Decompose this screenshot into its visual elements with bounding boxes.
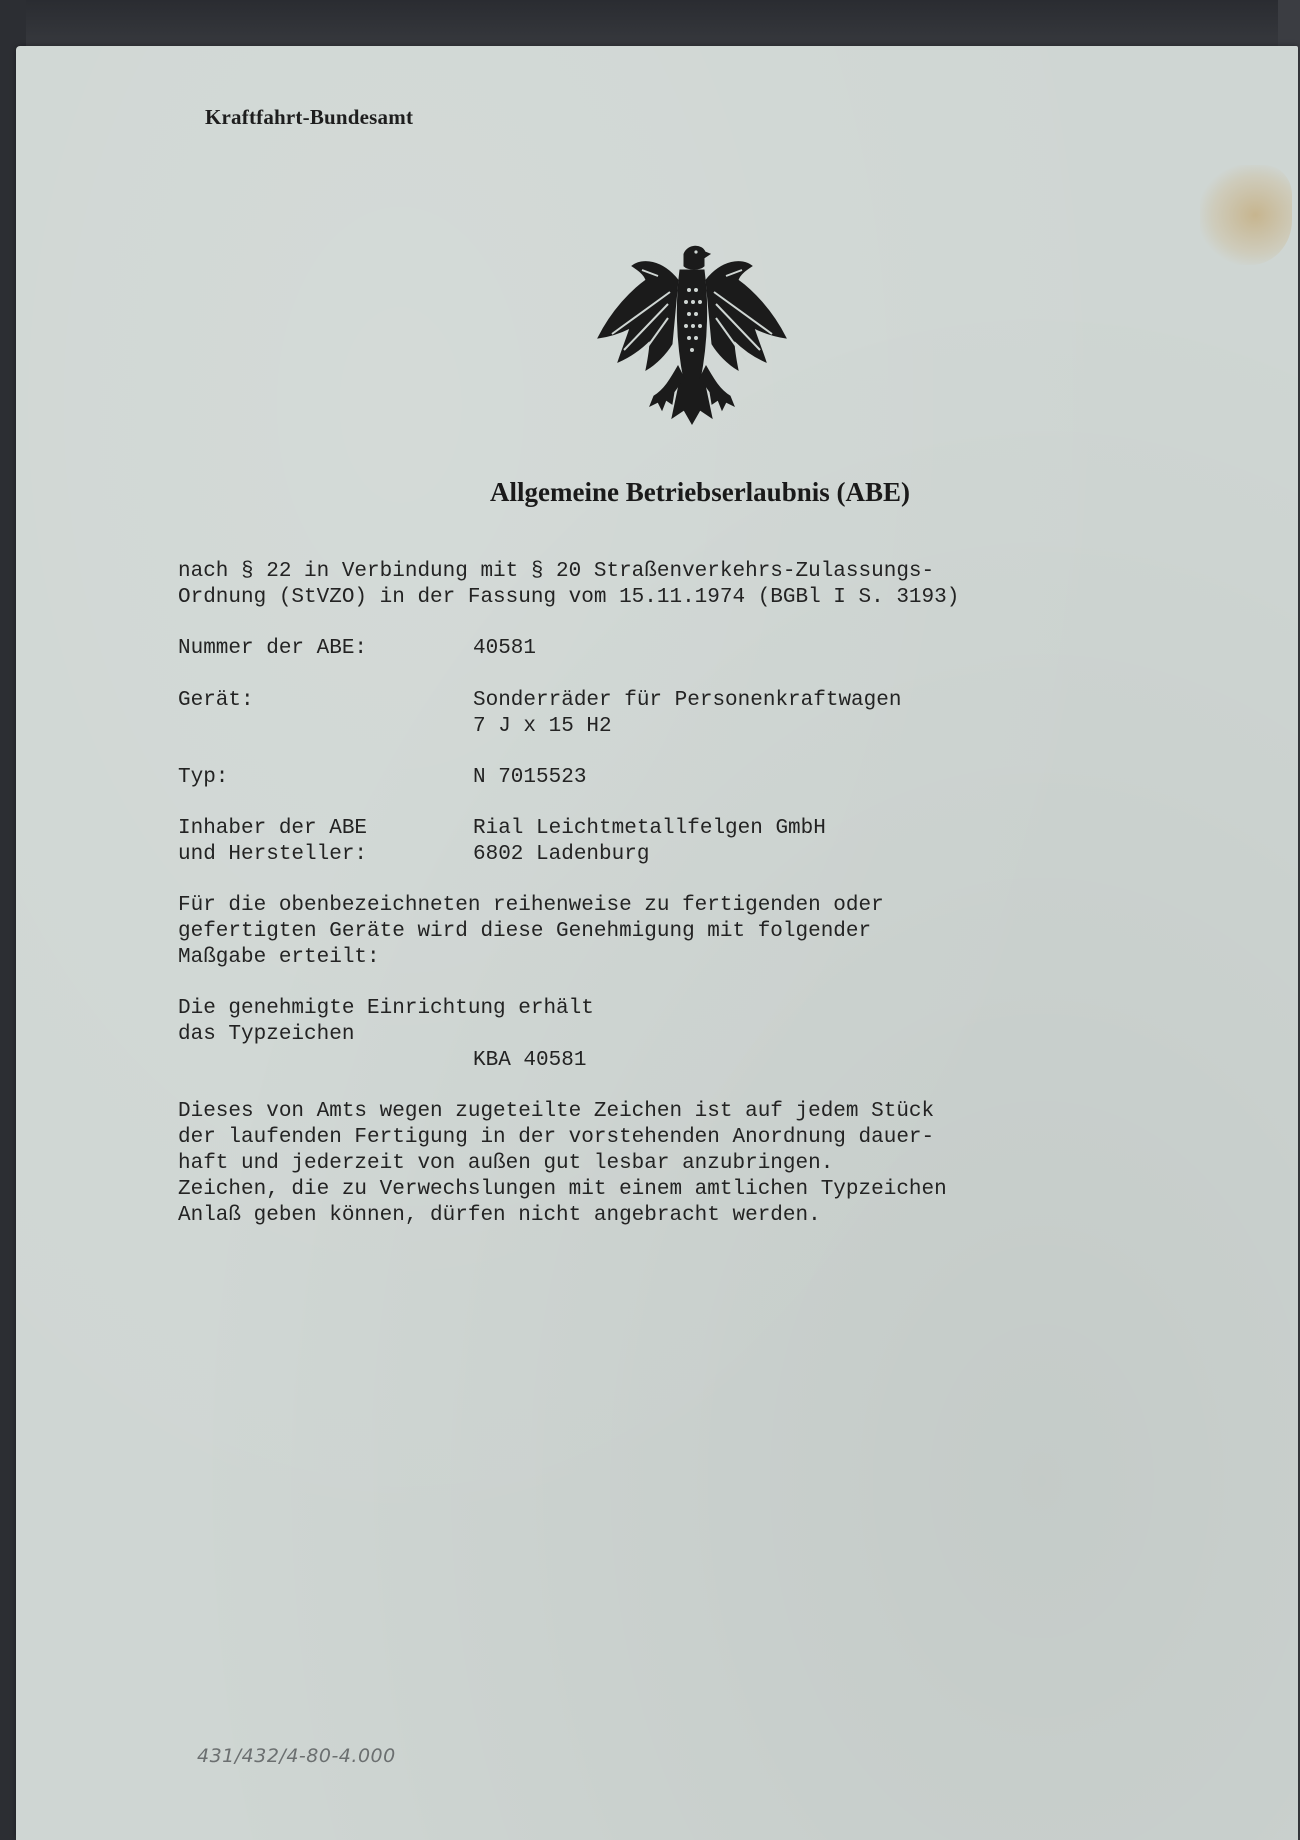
type-mark: KBA 40581 — [473, 1049, 587, 1072]
federal-eagle-icon — [592, 240, 792, 435]
holder-label-line-1: Inhaber der ABE — [178, 817, 368, 840]
holder-label-line-2: und Hersteller: — [178, 843, 368, 866]
legal-basis-line-2: Ordnung (StVZO) in der Fassung vom 15.11.1974 (BGBl I S. 3193) — [178, 586, 960, 609]
document-title: Allgemeine Betriebserlaubnis (ABE) — [490, 477, 910, 507]
marking-text-line-3: haft und jederzeit von außen gut lesbar anzubringen. — [178, 1152, 834, 1175]
abe-number-label: Nummer der ABE: — [178, 637, 368, 660]
holder-value-line-1: Rial Leichtmetallfelgen GmbH — [473, 817, 826, 840]
approval-text-line-1: Für die obenbezeichneten reihenweise zu fertigenden oder — [178, 894, 884, 917]
type-mark-intro-line-1: Die genehmigte Einrichtung erhält — [178, 997, 594, 1020]
print-code: 431/432/4-80-4.000 — [197, 1745, 396, 1767]
marking-text-line-1: Dieses von Amts wegen zugeteilte Zeichen ist auf jedem Stück — [178, 1100, 935, 1123]
holder-value-line-2: 6802 Ladenburg — [473, 843, 650, 866]
abe-number-value: 40581 — [473, 637, 537, 660]
device-value-line-1: Sonderräder für Personenkraftwagen — [473, 689, 902, 712]
device-value-line-2: 7 J x 15 H2 — [473, 715, 612, 738]
legal-basis-line-1: nach § 22 in Verbindung mit § 20 Straßenverkehrs-Zulassungs- — [178, 560, 935, 583]
type-value: N 7015523 — [473, 766, 587, 789]
type-label: Typ: — [178, 766, 229, 789]
marking-text-line-4: Zeichen, die zu Verwechslungen mit einem amtlichen Typzeichen — [178, 1178, 947, 1201]
type-mark-intro-line-2: das Typzeichen — [178, 1023, 355, 1046]
approval-text-line-3: Maßgabe erteilt: — [178, 946, 380, 969]
marking-text-line-2: der laufenden Fertigung in der vorstehenden Anordnung dauer- — [178, 1126, 935, 1149]
paper-stain — [1200, 165, 1292, 265]
issuing-authority: Kraftfahrt-Bundesamt — [205, 105, 414, 129]
device-label: Gerät: — [178, 689, 254, 712]
marking-text-line-5: Anlaß geben können, dürfen nicht angebracht werden. — [178, 1204, 821, 1227]
approval-text-line-2: gefertigten Geräte wird diese Genehmigung mit folgender — [178, 920, 872, 943]
